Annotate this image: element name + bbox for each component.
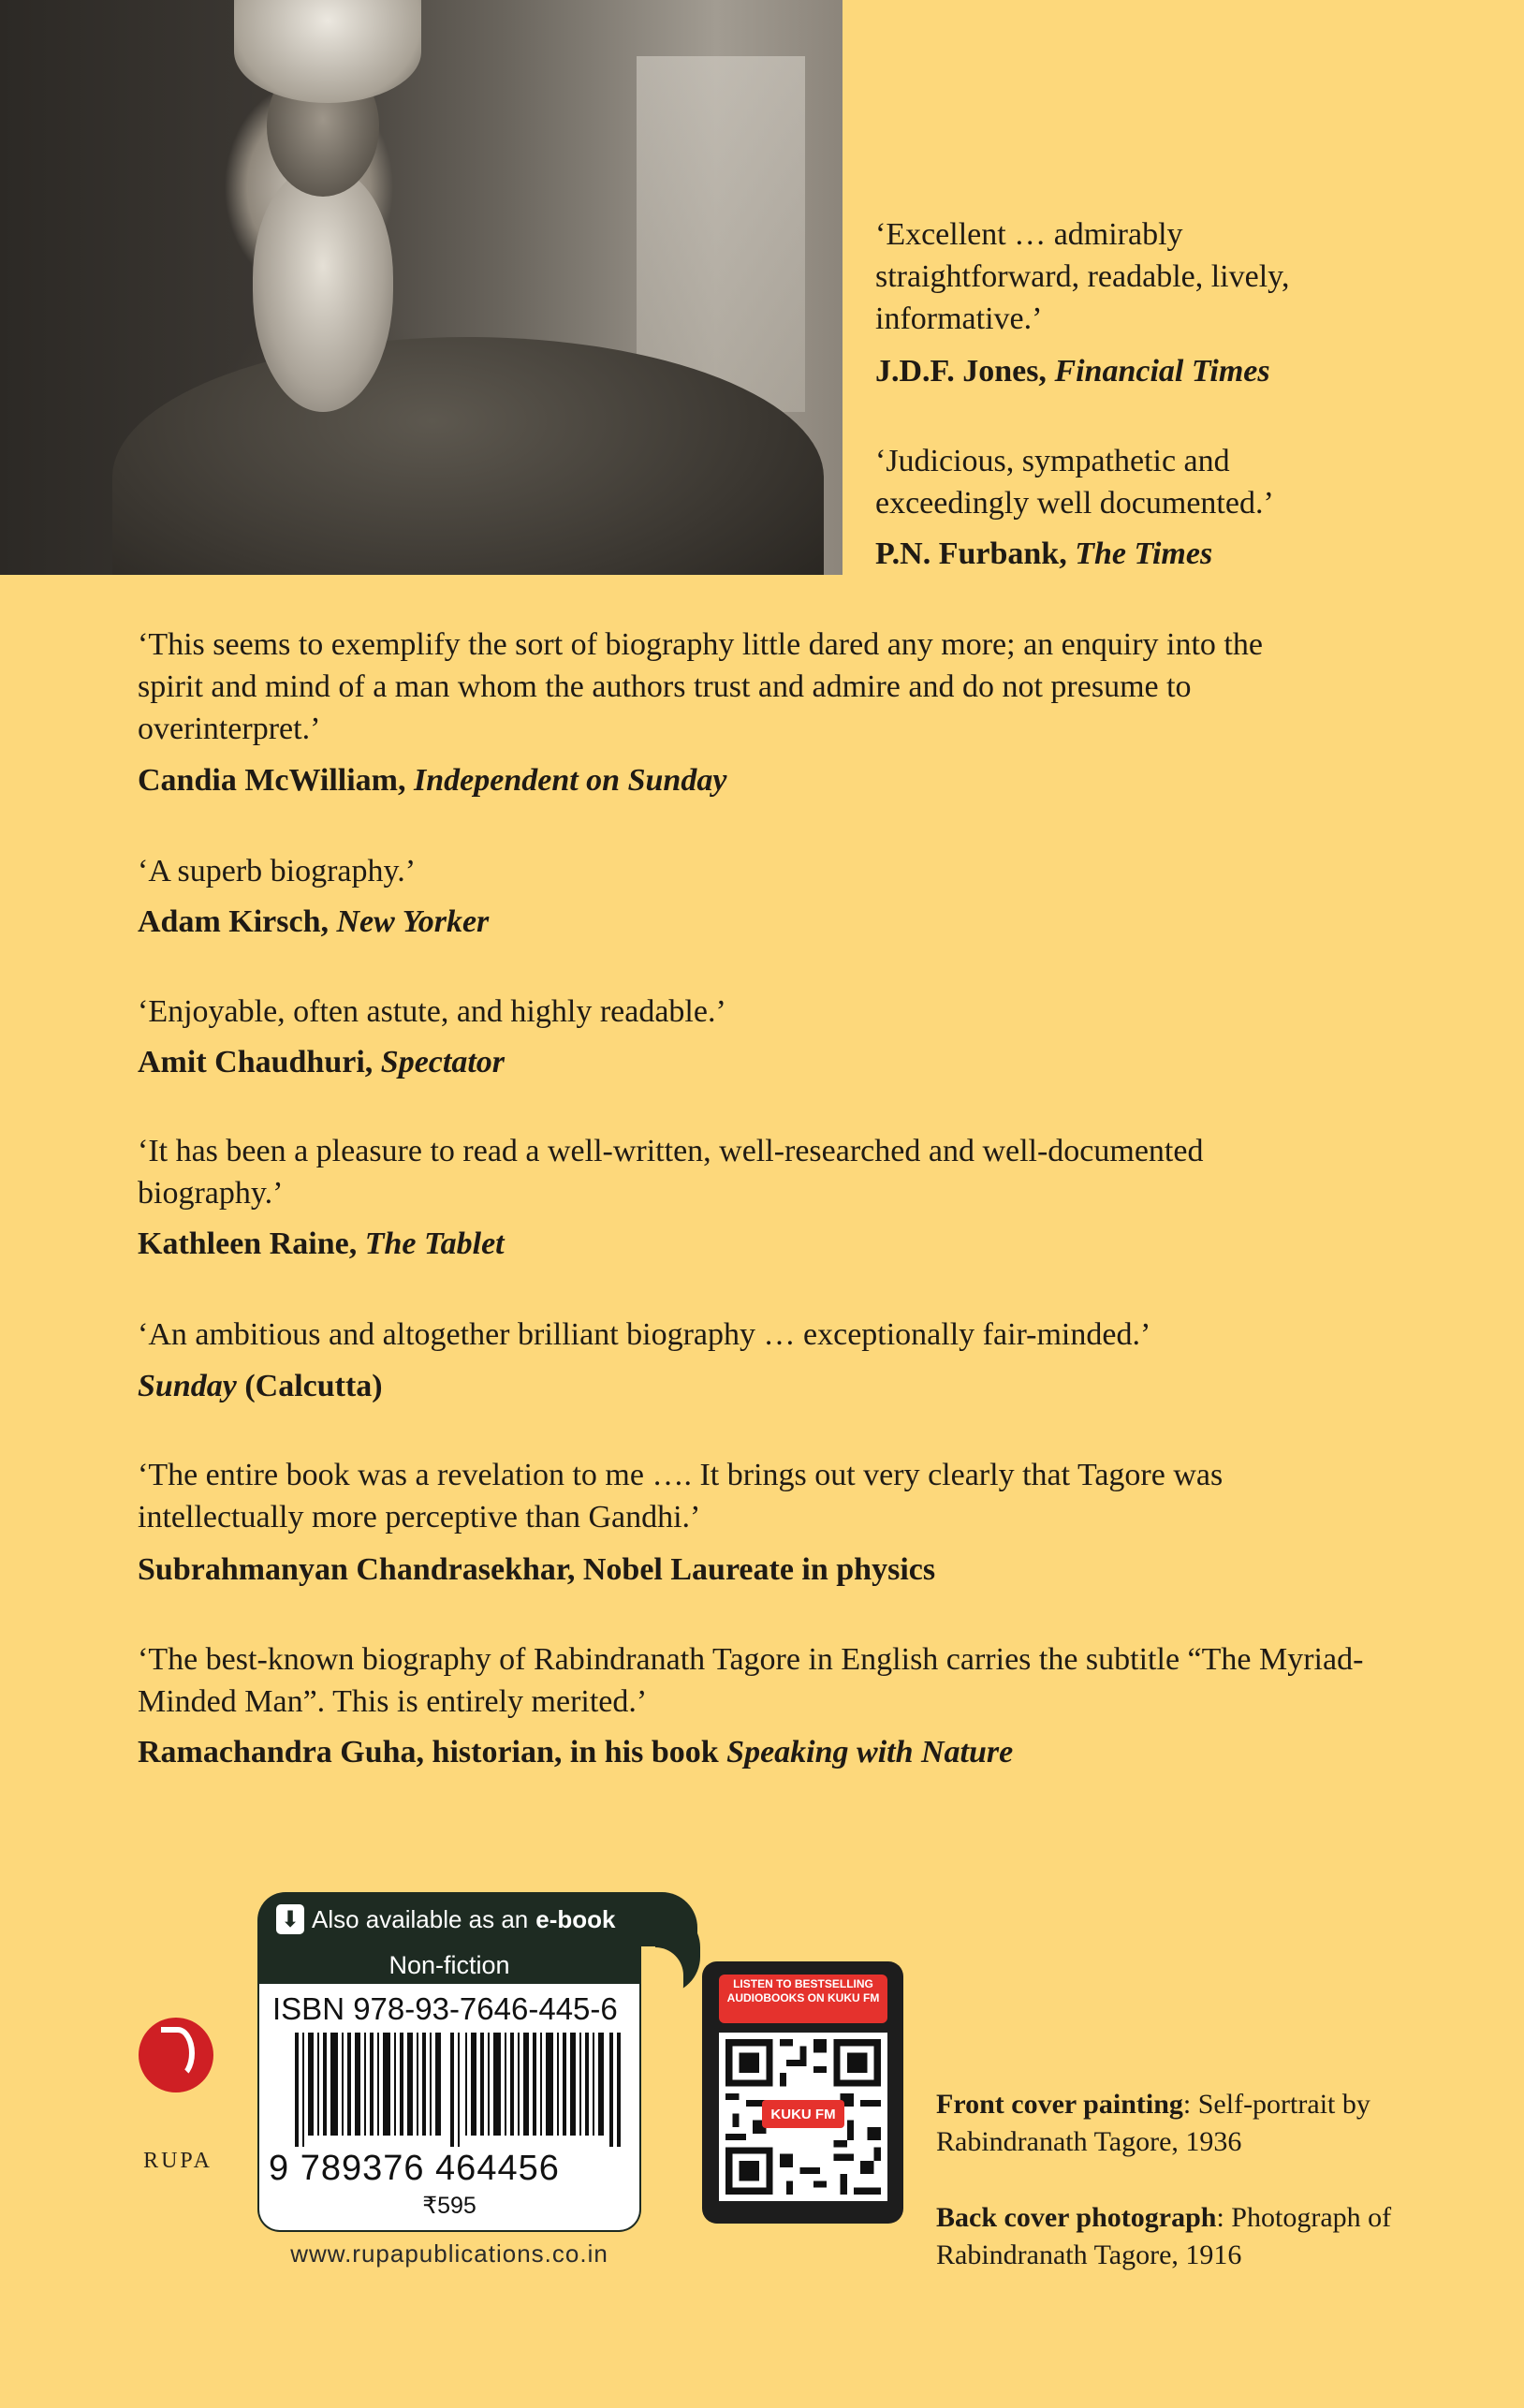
quote-text: ‘Enjoyable, often astute, and highly readable.’: [138, 994, 726, 1029]
publisher-website: www.rupapublications.co.in: [290, 2239, 608, 2268]
front-cover-credit: Front cover painting: Self-portrait by Rabindranath Tagore, 1936: [936, 2089, 1370, 2157]
quote-text: ‘An ambitious and altogether brilliant biography … exceptionally fair-minded.’: [138, 1317, 1151, 1352]
quote-text: ‘A superb biography.’: [138, 854, 417, 888]
ebook-bold: e-book: [535, 1904, 616, 1933]
quote-text: ‘It has been a pleasure to read a well-written, well-researched and well-documented biography.’: [138, 1134, 1204, 1211]
barcode-digits: 9 789376 464456: [269, 2149, 560, 2188]
quote-attribution: Amit Chaudhuri, Spectator: [138, 1045, 505, 1079]
isbn-text: ISBN 978-93-7646-445-6: [272, 1991, 618, 2026]
ebook-availability-tag: [257, 1892, 697, 1946]
quote-attribution: Candia McWilliam, Independent on Sunday: [138, 763, 727, 798]
quote-attribution: J.D.F. Jones, Financial Times: [875, 354, 1270, 389]
quote-attribution: Kathleen Raine, The Tablet: [138, 1226, 505, 1261]
tagore-photograph: [0, 0, 843, 575]
kuku-fm-qr-card: [702, 1961, 903, 2224]
genre-label: Non-fiction: [259, 1946, 639, 1984]
kuku-banner: LISTEN TO BESTSELLING AUDIOBOOKS ON KUKU FM: [719, 1975, 887, 2023]
quote-text: ‘This seems to exemplify the sort of biography little dared any more; an enquiry into the spirit and mind of a man whom the authors trust and admire and do not presume to overinterpret.’: [138, 627, 1263, 746]
quote-text: ‘Judicious, sympathetic and exceedingly well documented.’: [875, 444, 1274, 521]
download-icon: ⬇: [276, 1904, 304, 1934]
publisher-name: RUPA: [143, 2149, 212, 2173]
ebook-prefix: Also available as an: [312, 1904, 529, 1933]
quote-attribution: Sunday (Calcutta): [138, 1369, 383, 1403]
kuku-fm-badge: KUKU FM: [762, 2100, 844, 2128]
quote-attribution: P.N. Furbank, The Times: [875, 536, 1213, 571]
quote-text: ‘The entire book was a revelation to me …. It brings out very clearly that Tagore was intellectually more perceptive than Gandhi.’: [138, 1458, 1224, 1534]
rupa-logo-icon: [139, 2018, 213, 2092]
quote-attribution: Ramachandra Guha, historian, in his book Speaking with Nature: [138, 1735, 1014, 1769]
barcode-box: [257, 1946, 641, 2232]
quote-text: ‘Excellent … admirably straightforward, readable, lively, informative.’: [875, 217, 1290, 336]
quote-attribution: Adam Kirsch, New Yorker: [138, 904, 490, 939]
quote-attribution: Subrahmanyan Chandrasekhar, Nobel Laureate in physics: [138, 1552, 936, 1587]
price-label: ₹595: [422, 2193, 476, 2219]
barcode-bars: [295, 2033, 621, 2147]
back-cover-credit: Back cover photograph: Photograph of Rabindranath Tagore, 1916: [936, 2202, 1392, 2270]
quote-text: ‘The best-known biography of Rabindranath Tagore in English carries the subtitle “The Myriad-Minded Man”. This is entirely merited.’: [138, 1642, 1364, 1719]
